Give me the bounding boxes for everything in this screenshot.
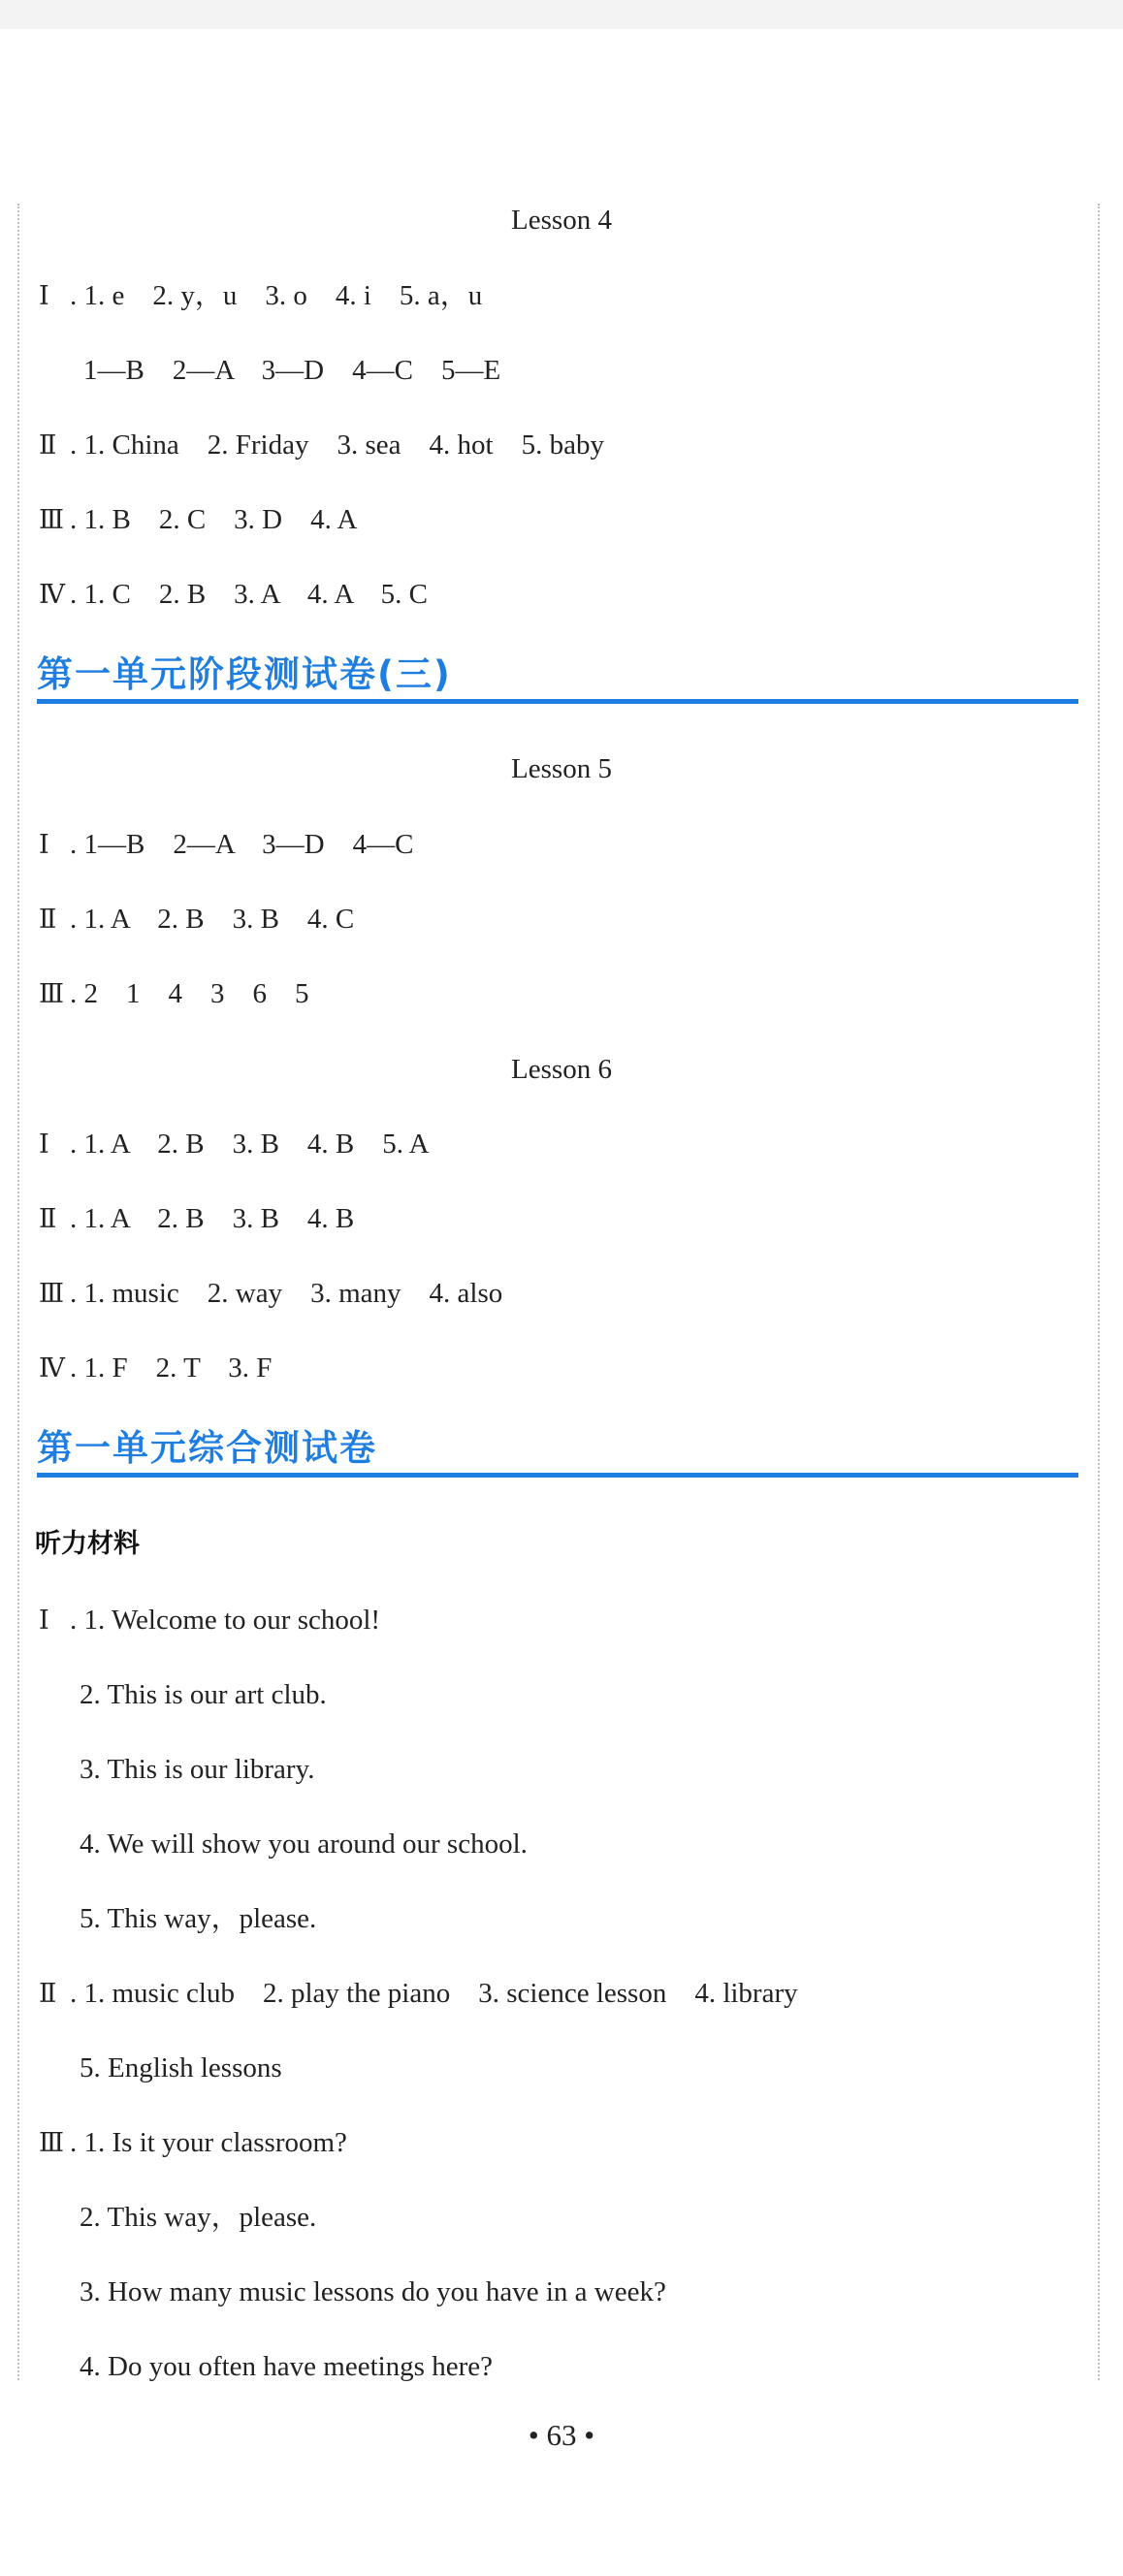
lesson-4-part-3-line	[39, 502, 357, 538]
listening-part-1-line-1	[39, 1603, 380, 1638]
roman-numeral: Ⅲ	[39, 505, 64, 535]
lesson-4-part-2-line	[39, 428, 604, 463]
lesson-4-part-1-line-2: 1—B 2—A 3—D 4—C 5—E	[83, 355, 501, 386]
answer-text: . 1. e 2. y，u 3. o 4. i 5. a，u	[70, 280, 483, 311]
answer-text: . 1. China 2. Friday 3. sea 4. hot 5. baby	[70, 429, 604, 461]
roman-numeral: Ⅰ	[39, 1129, 48, 1160]
lesson-5-heading: Lesson 5	[511, 753, 612, 784]
section-1-header	[37, 648, 1078, 704]
lesson-6-heading: Lesson 6	[511, 1054, 612, 1085]
answer-text: . 1. A 2. B 3. B 4. B 5. A	[70, 1129, 430, 1160]
page-number: • 63 •	[528, 2418, 595, 2452]
lesson-6-part-1-line	[39, 1127, 430, 1162]
roman-numeral: Ⅲ	[39, 979, 64, 1009]
roman-numeral: Ⅱ	[39, 430, 56, 461]
roman-numeral: Ⅲ	[39, 2128, 64, 2158]
roman-numeral: Ⅱ	[39, 1204, 56, 1234]
lesson-6-part-2-line	[39, 1201, 354, 1237]
lesson-5-part-2-line	[39, 902, 354, 938]
lesson-6-part-4-line	[39, 1351, 272, 1386]
left-margin-line	[17, 204, 19, 2380]
section-1-rule	[37, 699, 1078, 704]
section-1-title: 第一单元阶段测试卷(三)	[37, 653, 452, 695]
answer-text: . 1. C 2. B 3. A 4. A 5. C	[70, 579, 429, 610]
answer-text: . 1. Is it your classroom?	[70, 2127, 347, 2158]
answer-text: . 1. A 2. B 3. B 4. C	[70, 904, 355, 935]
listening-part-2-line-1	[39, 1976, 798, 2012]
listening-part-1-line-4: 4. We will show you around our school.	[80, 1829, 528, 1860]
answer-text: . 1. Welcome to our school!	[70, 1605, 381, 1636]
lesson-4-part-1-line-1	[39, 278, 482, 314]
lesson-4-part-4-line	[39, 577, 428, 613]
roman-numeral: Ⅳ	[39, 580, 64, 610]
listening-part-1-line-2: 2. This is our art club.	[80, 1679, 327, 1710]
answer-text: . 2 1 4 3 6 5	[70, 978, 309, 1009]
right-margin-line	[1098, 204, 1100, 2380]
section-2-rule	[37, 1473, 1078, 1478]
roman-numeral: Ⅱ	[39, 1979, 56, 2009]
lesson-5-part-3-line	[39, 976, 309, 1012]
roman-numeral: Ⅲ	[39, 1279, 64, 1309]
answer-text: . 1—B 2—A 3—D 4—C	[70, 829, 414, 860]
lesson-5-part-1-line	[39, 827, 413, 863]
answer-text: . 1. B 2. C 3. D 4. A	[70, 504, 358, 535]
roman-numeral: Ⅰ	[39, 830, 48, 860]
listening-part-2-line-2: 5. English lessons	[80, 2052, 282, 2083]
roman-numeral: Ⅳ	[39, 1353, 64, 1383]
listening-material-heading: 听力材料	[35, 1529, 140, 1559]
lesson-4-heading: Lesson 4	[511, 205, 612, 236]
answer-text: . 1. F 2. T 3. F	[70, 1352, 273, 1383]
listening-part-3-line-4: 4. Do you often have meetings here?	[80, 2351, 493, 2382]
listening-part-3-line-2: 2. This way，please.	[80, 2202, 317, 2233]
listening-part-3-line-3: 3. How many music lessons do you have in a week?	[80, 2276, 666, 2307]
listening-part-3-line-1	[39, 2125, 347, 2161]
section-2-title: 第一单元综合测试卷	[37, 1427, 377, 1469]
roman-numeral: Ⅰ	[39, 281, 48, 311]
scan-top-shade	[0, 0, 1123, 29]
answer-text: . 1. music club 2. play the piano 3. science lesson 4. library	[70, 1978, 798, 2009]
answer-text: . 1. music 2. way 3. many 4. also	[70, 1278, 503, 1309]
answer-text: . 1. A 2. B 3. B 4. B	[70, 1203, 355, 1234]
roman-numeral: Ⅰ	[39, 1606, 48, 1636]
section-2-header	[37, 1421, 1078, 1478]
roman-numeral: Ⅱ	[39, 905, 56, 935]
listening-part-1-line-3: 3. This is our library.	[80, 1754, 315, 1785]
listening-part-1-line-5: 5. This way，please.	[80, 1903, 317, 1934]
lesson-6-part-3-line	[39, 1276, 502, 1312]
